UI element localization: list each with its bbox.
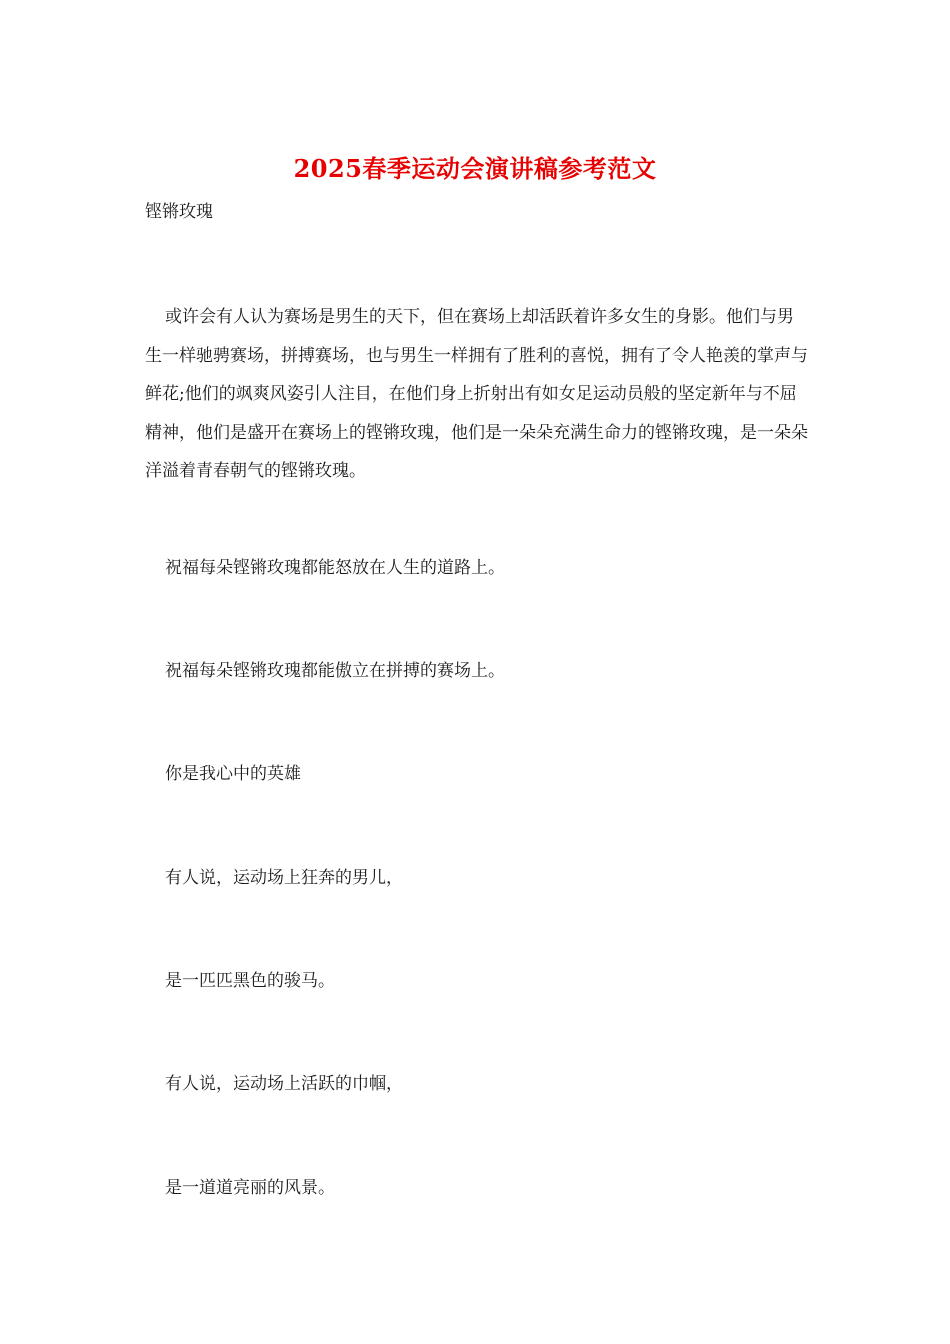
body-line: 有人说，运动场上狂奔的男儿， [165,868,403,888]
body-line: 是一道道亮丽的风景。 [165,1178,335,1198]
body-line: 祝福每朵铿锵玫瑰都能怒放在人生的道路上。 [165,558,505,578]
body-paragraph: 或许会有人认为赛场是男生的天下，但在赛场上却活跃着许多女生的身影。他们与男生一样驰骋赛场，拼搏赛场，也与男生一样拥有了胜利的喜悦，拥有了令人艳羡的掌声与鲜花;他们的飒爽风姿引人注目，在他们身上折射出有如女足运动员般的坚定新年与不屈精神，他们是盛开在赛场上的铿锵玫瑰，他们是一朵朵充满生命力的铿锵玫瑰，是一朵朵洋溢着青春朝气的铿锵玫瑰。 [145,307,808,481]
body-line: 祝福每朵铿锵玫瑰都能傲立在拼搏的赛场上。 [165,661,505,681]
body-line: 是一匹匹黑色的骏马。 [165,971,335,991]
document-title: 2025春季运动会演讲稿参考范文 [293,154,657,183]
document-subtitle: 铿锵玫瑰 [145,202,213,222]
body-line: 有人说，运动场上活跃的巾帼， [165,1074,403,1094]
body-line: 你是我心中的英雄 [165,764,301,784]
